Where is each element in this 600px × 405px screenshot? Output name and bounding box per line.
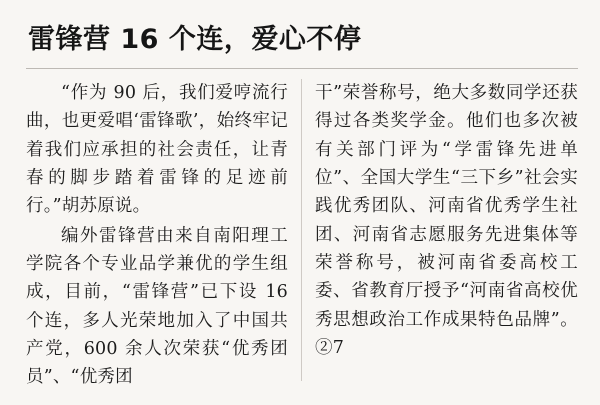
article-columns <box>26 79 578 388</box>
article-column-right <box>302 79 578 381</box>
header-divider <box>26 68 578 69</box>
article-column-left <box>26 79 302 388</box>
paragraph: 编外雷锋营由来自南阳理工学院各个专业品学兼优的学生组成，目前，“雷锋营”已下设 16 个连，多人光荣地加入了中国共产党，600 余人次荣获“优秀团员”、“优秀团 <box>26 225 288 388</box>
page-title: 雷锋营 16 个连，爱心不停 <box>28 24 362 55</box>
paragraph: “作为 90 后，我们爱哼流行曲，也更爱唱‘雷锋歌’，始终牢记着我们应承担的社会责任，让青春的脚步踏着雷锋的足迹前行。”胡苏原说。 <box>26 83 288 217</box>
paragraph: 干”荣誉称号，绝大多数同学还获得过各类奖学金。他们也多次被有关部门评为“学雷锋先进单位”、全国大学生“三下乡”社会实践优秀团队、河南省优秀学生社团、河南省志愿服务先进集体等荣誉称号，被河南省委高校工委、省教育厅授予“河南省高校优秀思想政治工作成果特色品牌”。②7 <box>315 83 578 359</box>
